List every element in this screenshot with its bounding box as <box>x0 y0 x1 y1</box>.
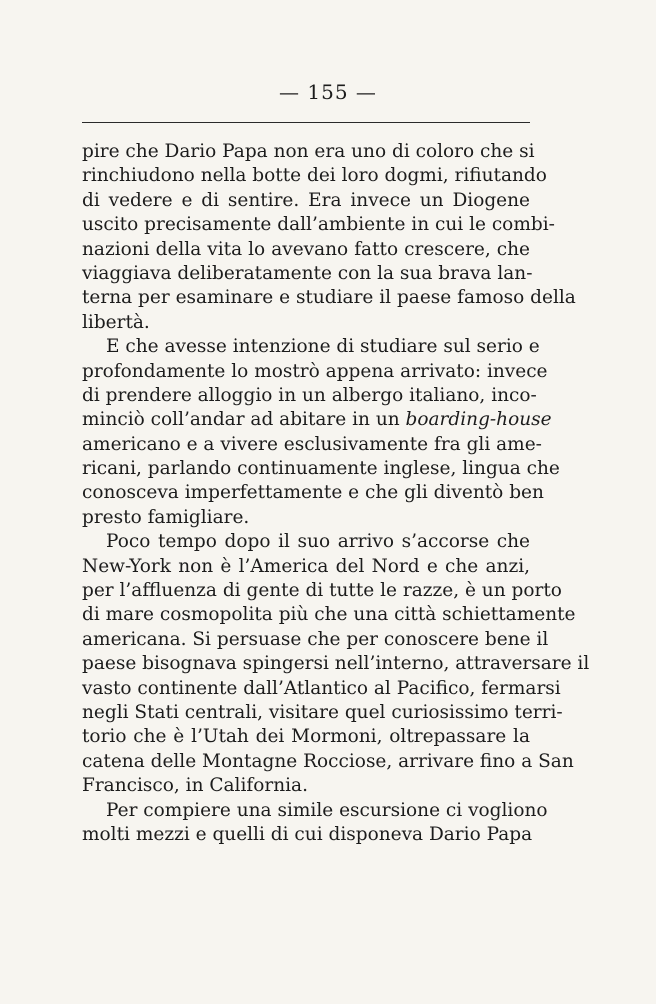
text-line: Per compiere una simile escursione ci vogliono <box>106 799 548 821</box>
text-line: vasto continente dall’Atlantico al Pacifico, fermarsi <box>82 677 561 699</box>
text-line: profondamente lo mostrò appena arrivato: invece <box>82 360 548 382</box>
text-line: torio che è l’Utah dei Mormoni, oltrepassare la <box>82 726 530 748</box>
text-line: di prendere alloggio in un albergo italiano, inco- <box>82 384 537 406</box>
text-line: presto famigliare. <box>82 506 250 528</box>
text-line: negli Stati centrali, visitare quel curiosissimo terri- <box>82 701 563 723</box>
text-fragment: minciò coll’andar ad abitare in un <box>82 409 400 431</box>
text-line: uscito precisamente dall’ambiente in cui le combi- <box>82 214 555 236</box>
header-rule <box>82 122 530 123</box>
text-line: conosceva imperfettamente e che gli diventò ben <box>82 482 544 504</box>
text-line: di vedere e di sentire. Era invece un Diogene <box>82 189 530 211</box>
text-line: ricani, parlando continuamente inglese, lingua che <box>82 458 560 480</box>
text-line: catena delle Montagne Rocciose, arrivare fino a San <box>82 750 574 772</box>
text-line: rinchiudono nella botte dei loro dogmi, rifiutando <box>82 165 547 187</box>
text-line: americano e a vivere esclusivamente fra gli ame- <box>82 433 542 455</box>
text-line: di mare cosmopolita più che una città schiettamente <box>82 604 576 626</box>
text-line: Poco tempo dopo il suo arrivo s’accorse che <box>106 531 530 553</box>
text-line: libertà. <box>82 311 150 333</box>
text-line: viaggiava deliberatamente con la sua brava lan- <box>82 262 533 284</box>
paragraph-2 <box>82 335 560 530</box>
paragraph-4 <box>82 799 548 848</box>
text-line: E che avesse intenzione di studiare sul serio e <box>106 336 540 358</box>
text-line: molti mezzi e quelli di cui disponeva Dario Papa <box>82 823 533 845</box>
body-text <box>82 140 590 847</box>
text-line: pire che Dario Papa non era uno di coloro che si <box>82 141 535 162</box>
text-line: New-York non è l’America del Nord e che anzi, <box>82 555 530 577</box>
text-line: Francisco, in California. <box>82 775 308 797</box>
page-number: — 155 — <box>279 80 377 104</box>
text-line-with-italic <box>82 408 552 432</box>
italic-term: boarding-house <box>405 409 552 431</box>
text-line: terna per esaminare e studiare il paese famoso della <box>82 287 576 309</box>
text-line: americana. Si persuase che per conoscere bene il <box>82 628 549 650</box>
text-line: nazioni della vita lo avevano fatto crescere, che <box>82 238 530 260</box>
text-line: paese bisognava spingersi nell’interno, attraversare il <box>82 653 590 675</box>
paragraph-1 <box>82 140 576 335</box>
text-line: per l’affluenza di gente di tutte le razze, è un porto <box>82 580 562 602</box>
paragraph-3 <box>82 530 590 798</box>
